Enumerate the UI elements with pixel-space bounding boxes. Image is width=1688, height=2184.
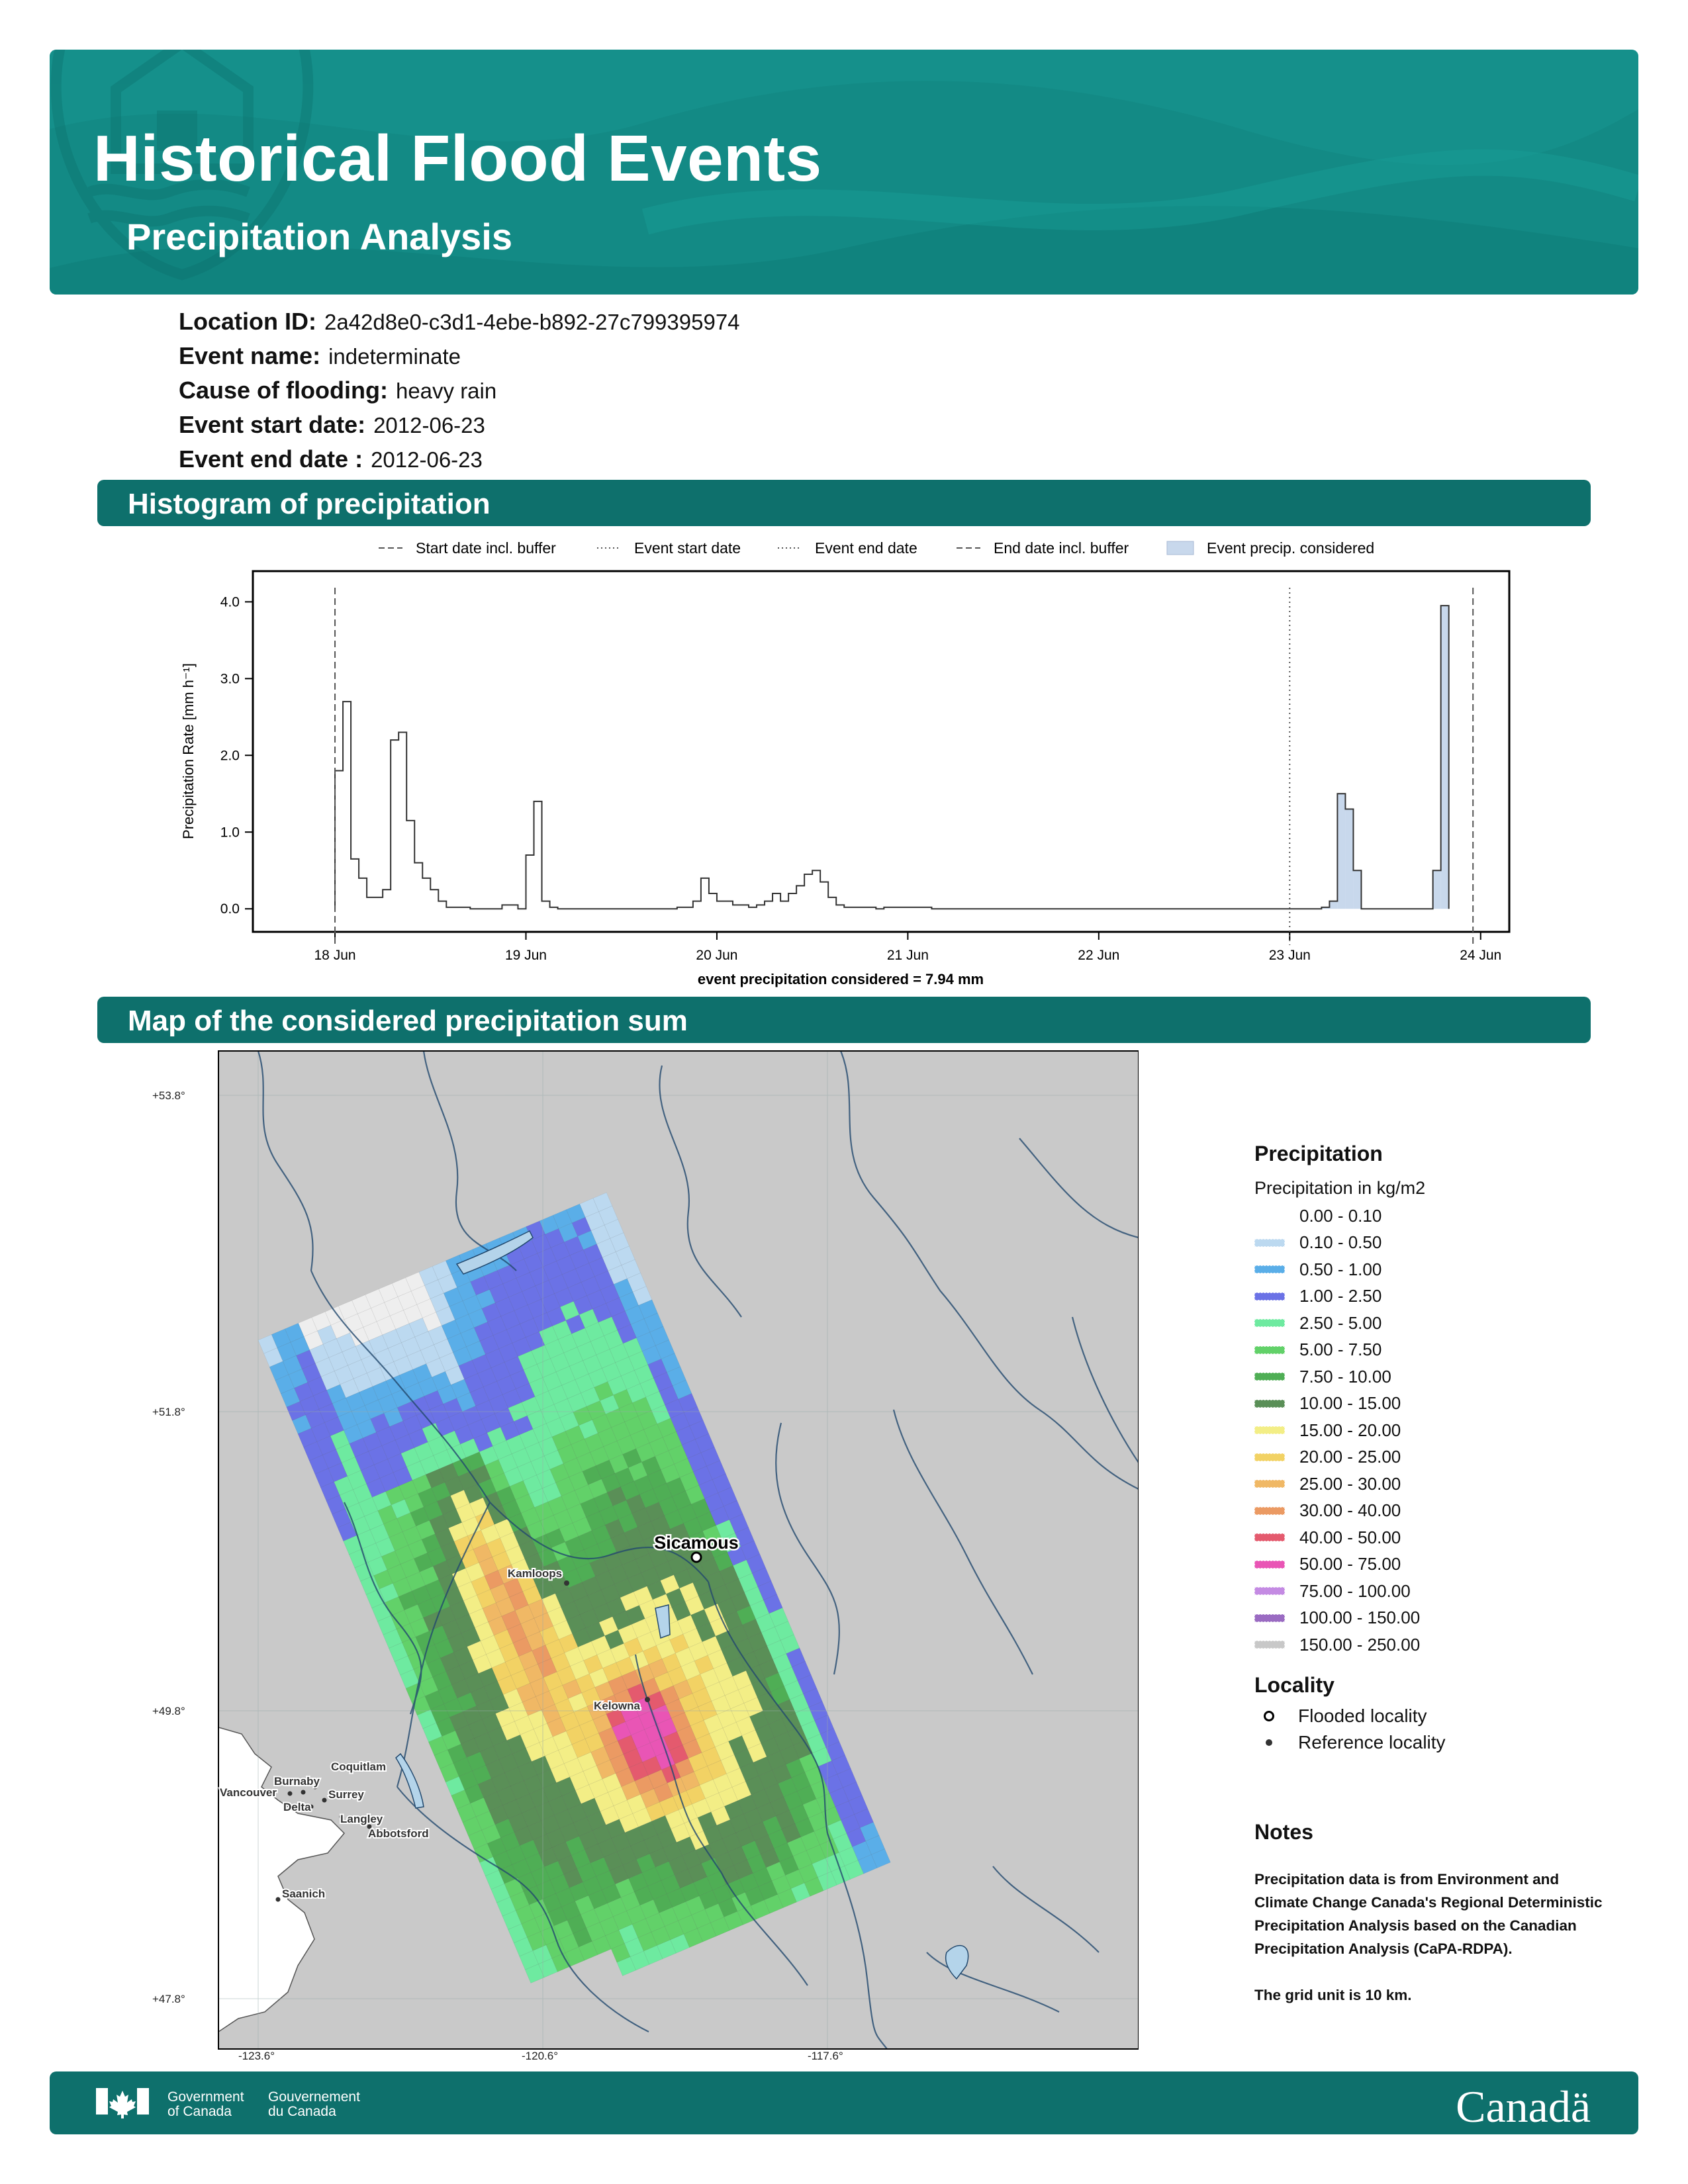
legend-label: Flooded locality <box>1298 1705 1427 1726</box>
precipitation-map <box>146 1039 1139 2071</box>
legend-label: 15.00 - 20.00 <box>1299 1420 1401 1440</box>
notes-grid: The grid unit is 10 km. <box>1254 1987 1412 2003</box>
x-tick-label: 19 Jun <box>504 948 547 963</box>
reference-locality-marker[interactable] <box>645 1697 650 1702</box>
y-tick-label: 4.0 <box>220 594 240 610</box>
legend-label: 30.00 - 40.00 <box>1299 1500 1401 1521</box>
legend-label: 5.00 - 7.50 <box>1299 1340 1382 1360</box>
x-axis <box>314 932 1502 963</box>
legend-row <box>1254 1256 1625 1283</box>
precipitation-histogram <box>0 523 1688 1026</box>
legend-row <box>1254 1444 1625 1471</box>
legend-reference-locality <box>1254 1729 1625 1756</box>
legend-label: 0.50 - 1.00 <box>1299 1259 1382 1279</box>
legend-row <box>1254 1337 1625 1364</box>
locality-label: Kamloops <box>507 1567 563 1580</box>
info-label: Location ID: <box>179 308 316 335</box>
info-label: Event start date: <box>179 411 366 438</box>
considered-bar <box>1337 794 1345 909</box>
canada-wordmark: Canadä <box>1456 2081 1591 2132</box>
legend-label: 150.00 - 250.00 <box>1299 1634 1421 1655</box>
legend-row <box>1254 1230 1625 1257</box>
legend-swatch <box>1254 1426 1285 1434</box>
legend-label: End date incl. buffer <box>994 539 1129 557</box>
info-value: 2012-06-23 <box>371 447 483 472</box>
info-row-event-name <box>179 339 740 373</box>
event-info <box>179 304 740 477</box>
legend-row <box>1254 1551 1625 1578</box>
gov-text: Gouvernement <box>268 2089 360 2105</box>
legend-label: 40.00 - 50.00 <box>1299 1527 1401 1547</box>
locality-label: Delta <box>283 1801 311 1813</box>
lon-label: -117.6° <box>808 2050 843 2062</box>
reference-locality-marker[interactable] <box>322 1798 327 1803</box>
legend-swatch <box>1254 1453 1285 1461</box>
histogram-legend <box>379 539 1374 557</box>
legend-label: 0.00 - 0.10 <box>1299 1205 1382 1226</box>
locality-label: Saanich <box>282 1888 326 1900</box>
locality-label: Burnaby <box>274 1775 320 1788</box>
y-axis <box>220 594 253 917</box>
hollow-circle-icon <box>1264 1711 1274 1721</box>
histogram-section-bar <box>97 480 1591 526</box>
considered-bar <box>1353 870 1361 909</box>
reference-locality-marker[interactable] <box>288 1792 293 1796</box>
lat-label: +47.8° <box>152 1993 185 2005</box>
legend-flooded-locality <box>1254 1703 1625 1729</box>
legend-swatch <box>1254 1319 1285 1327</box>
reference-locality-marker[interactable] <box>276 1897 281 1902</box>
info-label: Event name: <box>179 342 321 369</box>
legend-swatch <box>1254 1614 1285 1622</box>
legend-row <box>1254 1524 1625 1551</box>
legend-row <box>1254 1471 1625 1498</box>
legend-subtitle: Precipitation in kg/m2 <box>1254 1178 1426 1198</box>
legend-swatch <box>1254 1212 1285 1220</box>
info-value: heavy rain <box>395 379 497 403</box>
legend-label: 20.00 - 25.00 <box>1299 1447 1401 1467</box>
legend-row <box>1254 1203 1625 1230</box>
considered-bar <box>1441 606 1449 909</box>
legend-label: Event end date <box>815 539 917 557</box>
legend-label: 0.10 - 0.50 <box>1299 1232 1382 1253</box>
legend-row <box>1254 1631 1625 1659</box>
locality-label: Langley <box>340 1813 383 1825</box>
legend-swatch <box>1254 1373 1285 1381</box>
reference-locality-marker[interactable] <box>564 1580 569 1586</box>
plot-frame <box>253 571 1509 932</box>
notes-title: Notes <box>1254 1820 1313 1844</box>
gov-text: of Canada <box>167 2104 232 2119</box>
section-title: Map of the considered precipitation sum <box>128 1005 688 1037</box>
locality-legend-title: Locality <box>1254 1672 1335 1697</box>
locality-label: Abbotsford <box>368 1827 429 1840</box>
legend-row <box>1254 1498 1625 1525</box>
map-legend <box>1254 1142 1625 1756</box>
y-tick-label: 3.0 <box>220 671 240 687</box>
considered-bar <box>1329 901 1337 909</box>
legend-swatch <box>1254 1641 1285 1649</box>
info-value: 2012-06-23 <box>373 413 485 437</box>
y-tick-label: 2.0 <box>220 748 240 764</box>
page-subtitle: Precipitation Analysis <box>126 216 512 257</box>
info-row-cause <box>179 373 740 408</box>
legend-row <box>1254 1363 1625 1390</box>
x-tick-label: 18 Jun <box>314 948 356 963</box>
info-row-end <box>179 442 740 477</box>
x-tick-label: 20 Jun <box>696 948 738 963</box>
page-title: Historical Flood Events <box>93 122 822 195</box>
footer-bar <box>50 2071 1638 2134</box>
legend-swatch <box>1254 1507 1285 1515</box>
legend-row <box>1254 1417 1625 1444</box>
locality-label: Coquitlam <box>331 1760 387 1773</box>
lat-label: +49.8° <box>152 1705 185 1717</box>
legend-row <box>1254 1283 1625 1310</box>
considered-bar <box>1433 870 1441 909</box>
reference-locality-marker[interactable] <box>301 1790 306 1795</box>
legend-title: Precipitation <box>1254 1142 1383 1165</box>
legend-classes <box>1254 1203 1625 1659</box>
legend-label: 7.50 - 10.00 <box>1299 1366 1391 1387</box>
legend-patch <box>1167 541 1194 555</box>
info-label: Cause of flooding: <box>179 377 388 404</box>
notes-text: Precipitation data is from Environment and Climate Change Canada's Regional Deterministic Precipitation Analysis based on the Canadian Precipitation Analysis (CaPA-RDPA). <box>1254 1871 1603 1957</box>
y-axis-label: Precipitation Rate [mm h⁻¹] <box>180 663 197 839</box>
legend-label: 50.00 - 75.00 <box>1299 1554 1401 1574</box>
canada-flag-icon <box>96 2088 149 2118</box>
x-tick-label: 23 Jun <box>1268 948 1311 963</box>
x-tick-label: 21 Jun <box>886 948 929 963</box>
x-axis-label: event precipitation considered = 7.94 mm <box>697 971 984 987</box>
legend-label: Reference locality <box>1298 1731 1446 1752</box>
locality-label: Vancouver <box>220 1786 277 1799</box>
legend-swatch <box>1254 1480 1285 1488</box>
government-en <box>167 2090 244 2119</box>
legend-swatch <box>1254 1346 1285 1354</box>
lon-label: -120.6° <box>522 2050 559 2062</box>
legend-swatch <box>1254 1400 1285 1408</box>
locality-label: Surrey <box>328 1788 364 1801</box>
header-banner <box>50 50 1638 295</box>
flooded-locality-label: Sicamous <box>654 1533 739 1553</box>
flooded-locality-marker[interactable] <box>692 1553 701 1562</box>
legend-label: Event start date <box>634 539 741 557</box>
lon-label: -123.6° <box>238 2050 275 2062</box>
dot-icon <box>1266 1739 1272 1746</box>
considered-bar <box>1345 809 1353 909</box>
legend-row <box>1254 1390 1625 1418</box>
gov-text: du Canada <box>268 2104 336 2119</box>
legend-label: 100.00 - 150.00 <box>1299 1608 1421 1628</box>
info-value: 2a42d8e0-c3d1-4ebe-b892-27c799395974 <box>324 310 740 334</box>
legend-label: Start date incl. buffer <box>416 539 556 557</box>
legend-label: 10.00 - 15.00 <box>1299 1393 1401 1414</box>
legend-swatch <box>1254 1587 1285 1595</box>
x-tick-label: 22 Jun <box>1078 948 1120 963</box>
legend-label: 2.50 - 5.00 <box>1299 1312 1382 1333</box>
government-fr <box>268 2090 360 2119</box>
legend-swatch <box>1254 1265 1285 1273</box>
legend-label: 75.00 - 100.00 <box>1299 1580 1411 1601</box>
legend-row <box>1254 1310 1625 1337</box>
legend-label: 25.00 - 30.00 <box>1299 1473 1401 1494</box>
legend-label: Event precip. considered <box>1207 539 1375 557</box>
map-section-bar <box>97 997 1591 1043</box>
legend-swatch <box>1254 1561 1285 1569</box>
legend-row <box>1254 1605 1625 1632</box>
gov-text: Government <box>167 2089 244 2105</box>
locality-label: Kelowna <box>594 1700 640 1712</box>
legend-swatch <box>1254 1533 1285 1541</box>
info-label: Event end date : <box>179 445 363 473</box>
legend-swatch <box>1254 1293 1285 1300</box>
section-title: Histogram of precipitation <box>128 488 491 520</box>
lat-label: +53.8° <box>152 1089 185 1102</box>
info-row-start <box>179 408 740 442</box>
legend-label: 1.00 - 2.50 <box>1299 1286 1382 1306</box>
info-value: indeterminate <box>328 344 461 369</box>
x-tick-label: 24 Jun <box>1460 948 1502 963</box>
info-row-location <box>179 304 740 339</box>
notes-body <box>1254 1868 1612 2007</box>
y-tick-label: 1.0 <box>220 825 240 841</box>
legend-swatch <box>1254 1239 1285 1247</box>
legend-row <box>1254 1578 1625 1605</box>
lat-label: +51.8° <box>152 1406 185 1418</box>
y-tick-label: 0.0 <box>220 901 240 917</box>
